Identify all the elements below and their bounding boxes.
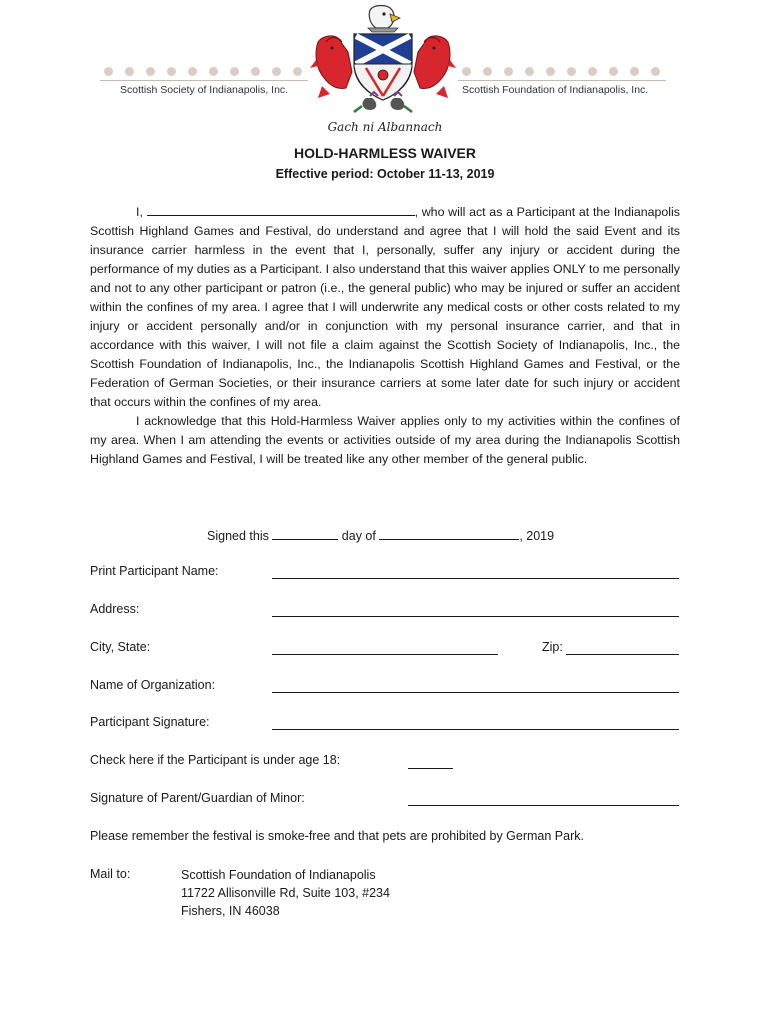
effective-period: Effective period: October 11-13, 2019 bbox=[275, 167, 495, 181]
waiver-paragraph-1: I, , who will act as a Participant at the Indianapolis Scottish Highland Games and Festival, do understand and agree that I will hold the said Event and its insurance carrier harmless in the event that I, personally, suffer any injury or accident during the performance of my duties as a Participant. I also understand that this waiver applies ONLY to me personally and not to any other participant or patron (i.e., the general public) who may be injured or suffer an accident within the confines of my area. I agree that I will underwrite any medical costs or other costs related to my injury or accident personally and/or in conjunction with my personal insurance carrier, and that in accordance with this waiver, I will not file a claim against the Scottish Society of Indianapolis, Inc., the Scottish Foundation of Indianapolis, Inc., the Indianapolis Scottish Highland Games and Festival, or the Federation of German Societies, or their insurance carriers at some later date for such injury or accident that occurs within the confines of my area. bbox=[90, 202, 680, 412]
guardian-signature-field[interactable] bbox=[408, 805, 679, 806]
signed-date-line: Signed this day of , 2019 bbox=[207, 526, 554, 543]
page-title: HOLD-HARMLESS WAIVER bbox=[294, 145, 476, 161]
participant-signature-field[interactable] bbox=[272, 729, 679, 730]
mailing-address bbox=[181, 866, 390, 920]
right-header-rule bbox=[458, 80, 666, 81]
motto-text: Gach ni Albannach bbox=[327, 120, 443, 134]
guardian-signature-label: Signature of Parent/Guardian of Minor: bbox=[90, 791, 305, 805]
eagle-head-icon bbox=[368, 6, 400, 33]
right-lion-icon bbox=[414, 36, 456, 98]
participant-name-inline-blank[interactable] bbox=[147, 202, 415, 216]
city-state-field[interactable] bbox=[272, 654, 498, 655]
left-lion-icon bbox=[310, 36, 352, 98]
address-field[interactable] bbox=[272, 616, 679, 617]
left-org-name: Scottish Society of Indianapolis, Inc. bbox=[120, 84, 289, 96]
left-header-rule bbox=[100, 80, 308, 81]
saltire-shield-icon bbox=[354, 34, 412, 100]
mail-address-line-1: Scottish Foundation of Indianapolis bbox=[181, 868, 376, 882]
zip-label: Zip: bbox=[542, 640, 563, 654]
participant-name-label: Print Participant Name: bbox=[90, 564, 219, 578]
address-label: Address: bbox=[90, 602, 140, 616]
mail-address-line-3: Fishers, IN 46038 bbox=[181, 904, 280, 918]
under-18-check-field[interactable] bbox=[408, 768, 453, 769]
under-18-label: Check here if the Participant is under age 18: bbox=[90, 753, 341, 767]
smoke-free-notice: Please remember the festival is smoke-free and that pets are prohibited by German Park. bbox=[90, 829, 584, 843]
participant-name-field[interactable] bbox=[272, 578, 679, 579]
crest-logo bbox=[308, 2, 458, 120]
signed-month-blank[interactable] bbox=[379, 526, 519, 540]
zip-field[interactable] bbox=[566, 654, 679, 655]
organization-field[interactable] bbox=[272, 692, 679, 693]
waiver-paragraph-2: I acknowledge that this Hold-Harmless Waiver applies only to my activities within the confines of my area. When I am attending the events or activities outside of my area during the Indianapolis Scottish Highland Games and Festival, I will be treated like any other member of the general public. bbox=[90, 414, 680, 466]
mail-to-label: Mail to: bbox=[90, 867, 131, 881]
city-state-label: City, State: bbox=[90, 640, 151, 654]
signed-day-blank[interactable] bbox=[272, 526, 338, 540]
right-org-name: Scottish Foundation of Indianapolis, Inc. bbox=[462, 84, 649, 96]
mail-address-line-2: 11722 Allisonville Rd, Suite 103, #234 bbox=[181, 886, 390, 900]
organization-label: Name of Organization: bbox=[90, 678, 216, 692]
waiver-body bbox=[90, 202, 680, 469]
participant-signature-label: Participant Signature: bbox=[90, 715, 210, 729]
